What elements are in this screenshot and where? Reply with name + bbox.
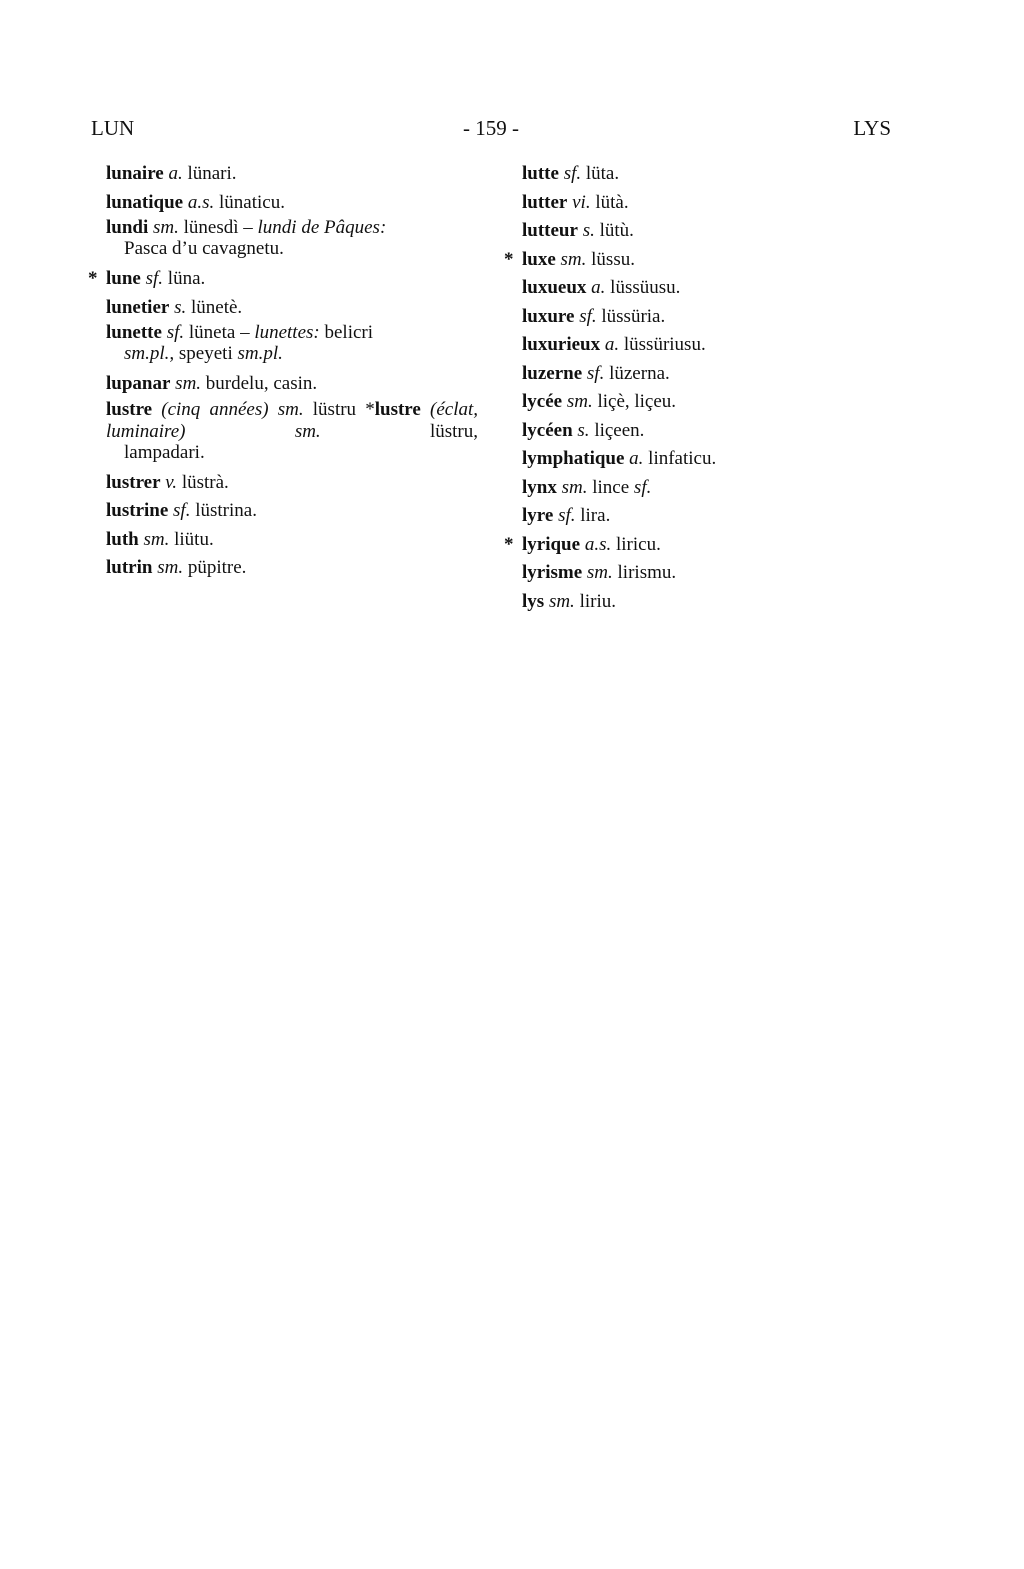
grammar-label: sf. <box>558 505 576 526</box>
entry-lycee <box>522 388 822 417</box>
translation: lütù. <box>599 220 634 241</box>
translation: lüneta <box>188 322 236 343</box>
headword: lustrer <box>106 471 161 493</box>
grammar-label: vi. <box>572 191 591 213</box>
header-left-guide-word: LUN <box>91 116 135 140</box>
grammar-label: a. <box>168 163 183 184</box>
translation: lüssüria. <box>601 305 666 327</box>
translation: lira. <box>580 505 611 526</box>
grammar-label: a.s. <box>584 533 612 555</box>
grammar-label: a.s. <box>187 191 215 213</box>
entry-lustre <box>106 399 478 463</box>
sense-note-2: (éclat, luminaire) <box>106 398 479 442</box>
example-phrase: lunettes: <box>254 322 320 343</box>
translation: lünesdì <box>183 217 239 238</box>
entry-lutteur <box>522 217 822 246</box>
headword: lustrine <box>106 500 169 521</box>
translation: lüssüusu. <box>610 277 681 298</box>
entry-lys <box>522 588 822 617</box>
translation-2: belicri <box>324 322 374 343</box>
headword: lyre <box>522 505 554 526</box>
entry-lundi <box>106 217 478 259</box>
dash: – <box>240 322 250 343</box>
headword: lunaire <box>106 163 164 184</box>
translation-continued: Pasca d’u cavagnetu. <box>124 238 284 259</box>
entry-lymphatique <box>522 445 822 474</box>
translation: püpitre. <box>187 557 247 578</box>
grammar-label: sf. <box>579 305 597 327</box>
headword: lundi <box>106 217 149 238</box>
entry-luxueux <box>522 274 822 303</box>
page-number: - 159 - <box>463 116 519 140</box>
translation: lüssüriusu. <box>623 334 706 355</box>
headword: luxe <box>522 248 556 270</box>
headword: lymphatique <box>522 448 625 469</box>
translation-3: speyeti <box>178 343 233 364</box>
translation: lüstrina. <box>195 500 257 521</box>
grammar-label: a. <box>604 334 620 355</box>
entry-lutter <box>522 189 822 218</box>
translation: lüna. <box>167 268 206 289</box>
entry-lunaire <box>106 160 478 189</box>
entry-lutte <box>522 160 822 189</box>
headword: luxure <box>522 305 575 327</box>
headword: lycéen <box>522 419 573 441</box>
translation: liütu. <box>174 528 214 550</box>
running-header <box>91 116 891 144</box>
translation: lince <box>592 476 630 498</box>
headword: lynx <box>522 476 557 498</box>
translation: lütà. <box>595 191 629 213</box>
grammar-label: sm. <box>175 373 202 394</box>
translation: lünari. <box>187 163 237 184</box>
sense-note: (cinq années) <box>161 398 269 420</box>
headword: lune <box>106 268 141 289</box>
grammar-label-3: sm.pl. <box>237 343 283 364</box>
headword: lycée <box>522 391 563 412</box>
grammar-label: sm. <box>560 248 587 270</box>
entry-lupanar <box>106 370 478 399</box>
grammar-label: s. <box>577 419 590 441</box>
grammar-label: sm. <box>157 557 184 578</box>
grammar-label: sf. <box>563 163 582 184</box>
entry-lunatique <box>106 189 478 218</box>
headword: lunette <box>106 322 162 343</box>
translation: lüssu. <box>591 248 635 270</box>
headword: lutteur <box>522 220 578 241</box>
entry-luxe <box>504 246 822 275</box>
headword: lys <box>522 590 545 612</box>
grammar-label-2: sm. <box>294 420 321 442</box>
entry-luzerne <box>522 360 822 389</box>
example-phrase: lundi de Pâques: <box>257 217 387 238</box>
grammar-label: sm. <box>143 528 170 550</box>
grammar-label: sf. <box>173 500 191 521</box>
entry-luxurieux <box>522 331 822 360</box>
entry-lyceen <box>522 417 822 446</box>
headword: luxurieux <box>522 334 601 355</box>
headword: luth <box>106 528 139 550</box>
headword: lyrique <box>522 533 581 555</box>
translation: lünaticu. <box>219 191 285 213</box>
translation-2: lüstru, <box>429 420 479 442</box>
translation: lüstrà. <box>181 471 229 493</box>
headword: lunetier <box>106 296 170 318</box>
headword: lutrin <box>106 557 153 578</box>
headword: lutte <box>522 163 559 184</box>
grammar-label: sf. <box>166 322 185 343</box>
translation-continued: lampadari. <box>124 441 205 463</box>
headword-2: lustre <box>374 398 421 420</box>
translation: liriu. <box>579 590 616 612</box>
grammar-label: sm. <box>566 391 593 412</box>
headword: lyrisme <box>522 562 583 583</box>
grammar-label: sm. <box>277 398 304 420</box>
headword: lustre <box>106 398 153 420</box>
left-column <box>88 160 479 583</box>
translation: lünetè. <box>190 296 243 318</box>
translation: linfaticu. <box>648 448 717 469</box>
entry-lutrin <box>106 554 478 583</box>
asterisk-mark: * <box>504 533 514 555</box>
headword: lunatique <box>106 191 184 213</box>
entry-lynx <box>522 474 822 503</box>
asterisk-mark-2: * <box>365 398 375 420</box>
translation: liçè, liçeu. <box>597 391 677 412</box>
headword: lupanar <box>106 373 171 394</box>
translation: lüta. <box>585 163 620 184</box>
translation-continued <box>106 344 478 364</box>
asterisk-mark: * <box>504 248 514 270</box>
entry-lustrine <box>106 497 478 526</box>
translation: lüstru <box>312 398 357 420</box>
grammar-label: s. <box>174 296 187 318</box>
entry-luxure <box>522 303 822 332</box>
grammar-label: sm. <box>586 562 613 583</box>
grammar-label-2: sf. <box>633 476 652 498</box>
entry-lustrer <box>106 469 478 498</box>
translation: liçeen. <box>594 419 645 441</box>
grammar-label: sf. <box>586 362 605 384</box>
headword: luzerne <box>522 362 583 384</box>
asterisk-mark: * <box>88 268 98 289</box>
grammar-label: sm. <box>548 590 575 612</box>
grammar-label-2: sm.pl., <box>124 343 175 364</box>
grammar-label: a. <box>591 277 606 298</box>
translation: lüzerna. <box>609 362 670 384</box>
headword: luxueux <box>522 277 587 298</box>
headword: lutter <box>522 191 568 213</box>
entry-lyrique <box>504 531 822 560</box>
entry-lyrisme <box>522 559 822 588</box>
grammar-label: v. <box>165 471 178 493</box>
right-column <box>504 160 822 616</box>
grammar-label: a. <box>629 448 644 469</box>
grammar-label: s. <box>582 220 595 241</box>
grammar-label: sm. <box>561 476 588 498</box>
entry-lyre <box>522 502 822 531</box>
translation: burdelu, casin. <box>205 373 318 394</box>
translation: liricu. <box>615 533 661 555</box>
entry-luth <box>106 526 478 555</box>
header-right-guide-word: LYS <box>853 116 891 140</box>
dash: – <box>243 217 253 238</box>
grammar-label: sm. <box>153 217 179 238</box>
entry-lune <box>88 265 478 294</box>
grammar-label: sf. <box>145 268 164 289</box>
entry-lunette <box>106 322 478 364</box>
translation: lirismu. <box>617 562 677 583</box>
entry-lunetier <box>106 294 478 323</box>
